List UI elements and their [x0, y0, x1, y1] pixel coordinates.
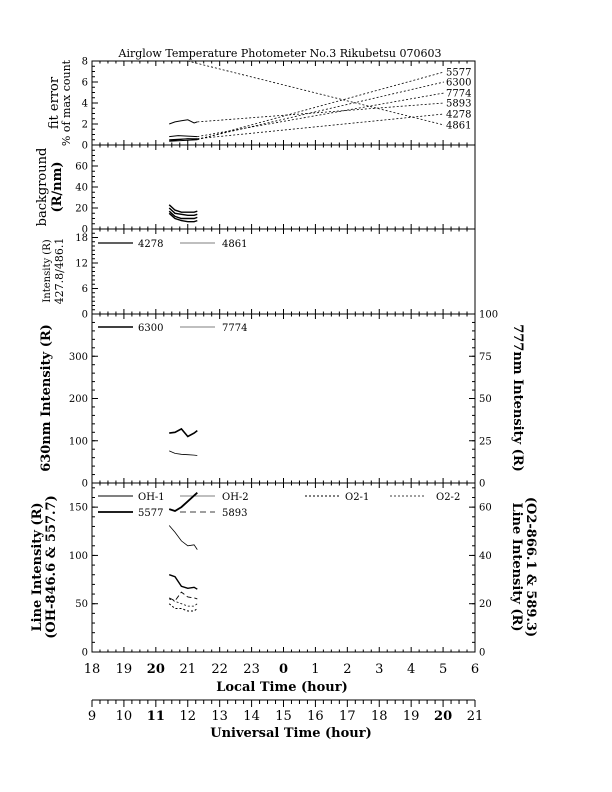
local-time-tick-label: 19	[115, 662, 133, 677]
y-tick-label: 60	[75, 161, 88, 173]
local-time-tick-label: 6	[470, 662, 480, 677]
ut-tick-label: 16	[307, 709, 324, 724]
y-tick-label: 18	[75, 233, 88, 244]
series-5893-line	[169, 592, 197, 601]
y-right-tick-label: 75	[479, 351, 492, 363]
ut-tick-label: 10	[115, 709, 133, 724]
legend-label-5577: 5577	[138, 508, 164, 519]
fit-error-connector	[197, 93, 444, 137]
y-tick-label: 4	[81, 98, 88, 110]
y-tick-label: 100	[68, 436, 88, 448]
y-tick-label: 12	[75, 258, 88, 270]
legend-label-6300: 6300	[138, 323, 164, 334]
local-time-tick-label: 1	[311, 662, 320, 677]
y-right-tick-label: 25	[479, 436, 492, 448]
fit-error-label: 4861	[446, 120, 472, 132]
y-tick-label: 6	[81, 284, 88, 295]
y-right-tick-label: 40	[479, 550, 492, 562]
legend-label-5893: 5893	[222, 508, 248, 519]
local-time-tick-label: 0	[278, 662, 289, 677]
ut-tick-label: 12	[179, 709, 197, 724]
y-right-tick-label: 60	[479, 502, 492, 514]
ut-axis-label: Universal Time (hour)	[210, 726, 372, 741]
y-axis-label: % of max count	[60, 59, 73, 147]
y-tick-label: 0	[81, 309, 88, 321]
local-time-tick-label: 20	[146, 662, 165, 677]
y-tick-label: 40	[75, 182, 88, 194]
ut-tick-label: 19	[402, 709, 420, 724]
y-tick-label: 300	[68, 351, 88, 363]
fit-error-connector	[197, 82, 444, 139]
y-tick-label: 0	[81, 140, 88, 152]
y-tick-label: 50	[75, 599, 88, 611]
y-axis-label: fit error	[47, 76, 62, 130]
series-OH-2-line	[169, 526, 197, 550]
y-tick-label: 200	[68, 394, 88, 405]
y-axis-label: Line Intensity (R)	[30, 502, 45, 632]
local-time-tick-label: 22	[211, 662, 228, 677]
y-right-tick-label: 100	[479, 309, 499, 321]
ut-tick-label: 13	[211, 709, 228, 724]
fit-error-connector	[197, 103, 444, 122]
legend-label-O2-1: O2-1	[345, 492, 370, 503]
fit-error-label: 5577	[446, 67, 472, 79]
y-right-tick-label: 0	[479, 647, 486, 659]
legend-label-7774: 7774	[222, 323, 248, 334]
series-OH-1-line	[169, 575, 197, 590]
y-tick-label: 150	[68, 502, 88, 514]
local-time-tick-label: 5	[438, 662, 448, 677]
y-right-tick-label: 20	[479, 599, 492, 611]
y-axis-label: 630nm Intensity (R)	[39, 324, 54, 472]
fit-error-label: 6300	[446, 77, 472, 89]
y-tick-label: 0	[81, 647, 88, 659]
ut-tick-label: 17	[339, 709, 356, 724]
ut-tick-label: 18	[370, 709, 388, 724]
y-right-tick-label: 0	[479, 478, 486, 490]
y-tick-label: 20	[75, 203, 88, 215]
y-tick-label: 8	[81, 56, 88, 68]
series-6300-line	[169, 429, 197, 437]
y-tick-label: 6	[81, 77, 88, 89]
local-time-tick-label: 23	[243, 662, 260, 677]
y-right-tick-label: 50	[479, 394, 492, 405]
local-time-tick-label: 18	[83, 662, 101, 677]
y-right-axis-label: Line Intensity (R)	[509, 502, 524, 632]
y-right-axis-label: 777nm Intensity (R)	[510, 324, 525, 472]
local-time-tick-label: 3	[375, 662, 384, 677]
legend-label-O2-2: O2-2	[436, 492, 461, 503]
series-7774-line	[169, 451, 197, 456]
ut-tick-label: 11	[146, 709, 165, 724]
y-axis-label: (R/nm)	[50, 161, 65, 213]
chart-title: Airglow Temperature Photometer No.3 Rikubetsu 070603	[118, 47, 442, 60]
ut-tick-label: 9	[87, 709, 97, 724]
fit-error-label: 5893	[446, 98, 472, 110]
legend-label-OH-1: OH-1	[138, 492, 165, 503]
y-axis-label: background	[35, 147, 50, 227]
y-tick-label: 0	[81, 224, 88, 236]
legend-label-4278: 4278	[138, 239, 164, 250]
y-tick-label: 2	[81, 119, 88, 131]
ut-tick-label: 21	[466, 709, 484, 724]
y-tick-label: 100	[68, 550, 88, 562]
ut-tick-label: 14	[243, 709, 260, 724]
series-O2-1-line	[169, 604, 197, 611]
local-time-tick-label: 21	[179, 662, 197, 677]
local-time-tick-label: 4	[407, 662, 416, 677]
fit-error-label: 7774	[446, 88, 472, 100]
y-tick-label: 0	[81, 478, 88, 490]
y-axis-label: (OH-846.6 & 557.7)	[44, 495, 59, 639]
y-axis-label: 427.8/486.1	[53, 237, 66, 305]
fit-error-label: 4278	[446, 109, 472, 121]
fit-error-connector	[197, 72, 444, 140]
ut-tick-label: 20	[434, 709, 453, 724]
ut-tick-label: 15	[275, 709, 292, 724]
fit-error-line	[169, 136, 197, 137]
local-time-tick-label: 2	[343, 662, 352, 677]
series-5577-line	[169, 493, 197, 511]
legend-label-OH-2: OH-2	[222, 492, 249, 503]
local-time-axis-label: Local Time (hour)	[216, 680, 348, 695]
legend-label-4861: 4861	[222, 239, 248, 250]
y-axis-label: Intensity (R)	[42, 239, 53, 303]
fit-error-line	[169, 120, 197, 124]
y-right-axis-label: (O2-866.1 & 589.3)	[523, 496, 538, 638]
fit-error-connector	[197, 114, 444, 139]
